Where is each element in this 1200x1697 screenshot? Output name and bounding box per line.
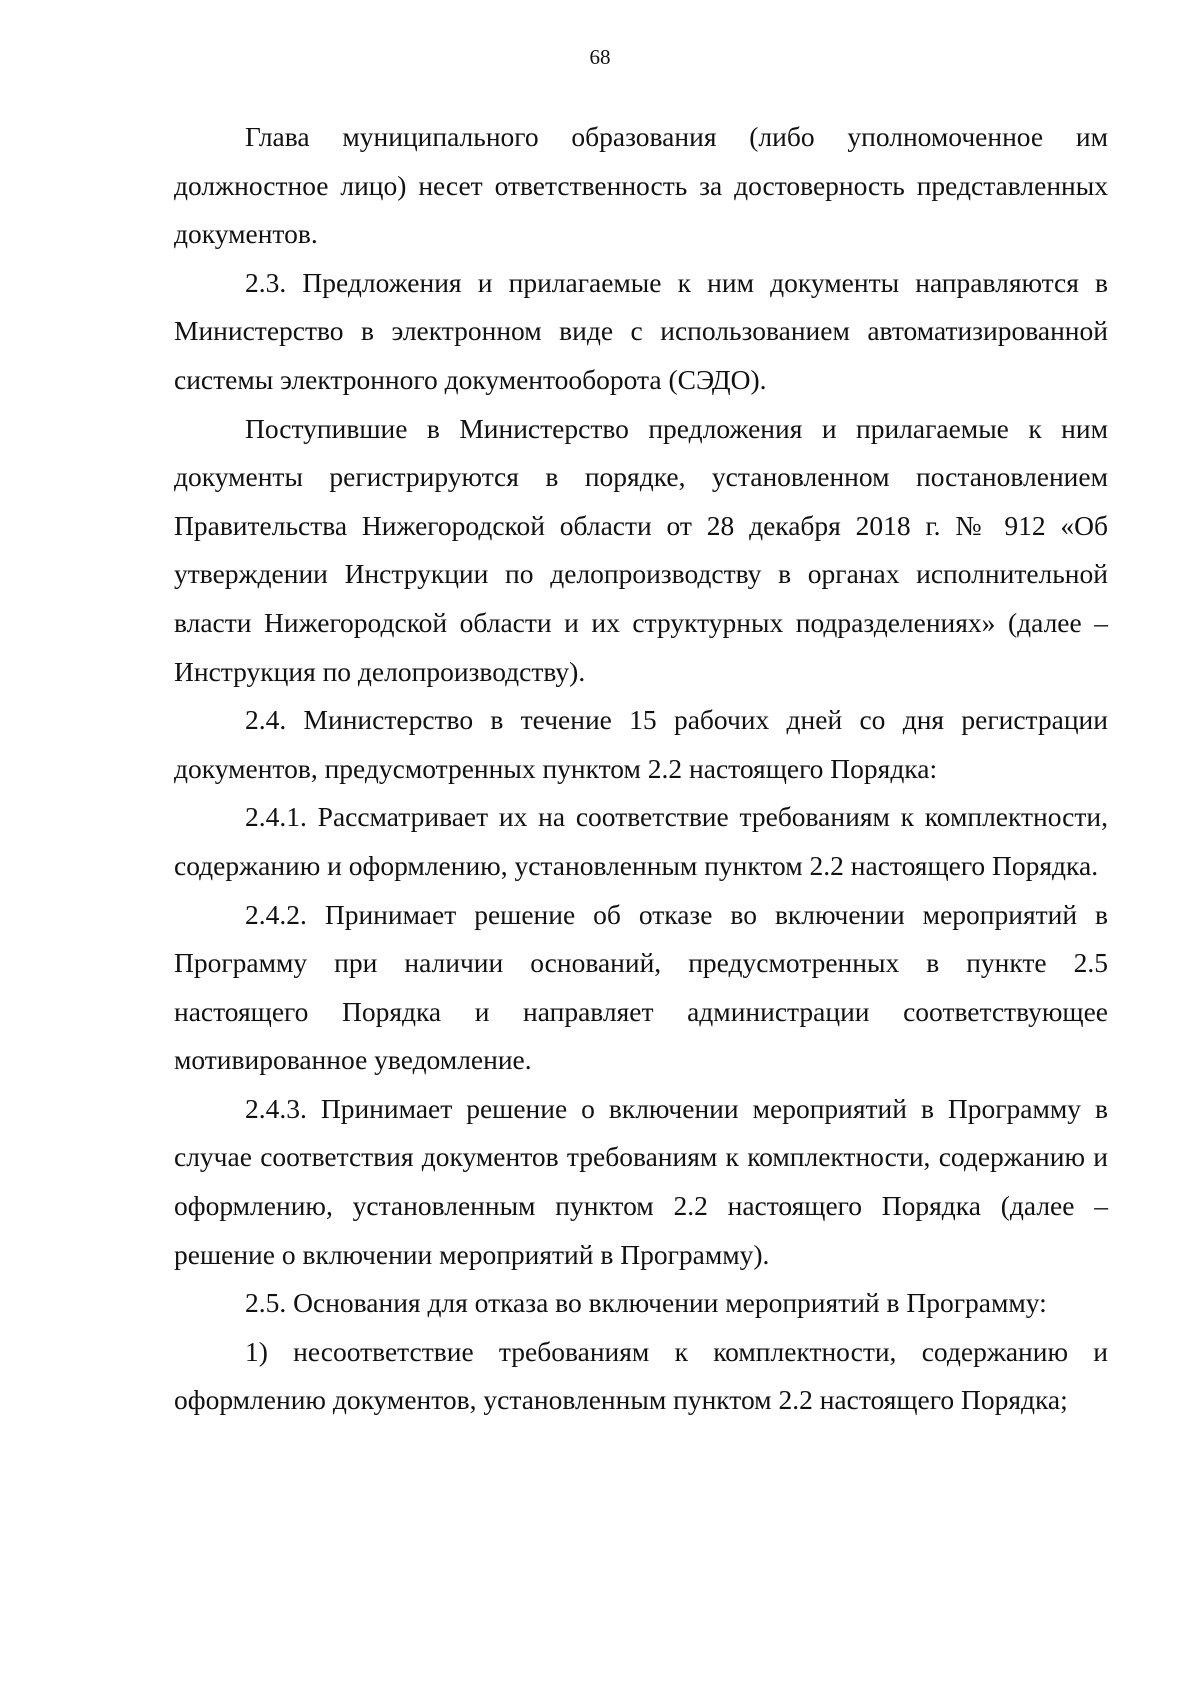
paragraph-2-4-3: 2.4.3. Принимает решение о включении мероприятий в Программу в случае соответствия документов требованиям к комплектности, содержанию и оформлению, установленным пунктом 2.2 настоящего Порядка (далее – решение о включении мероприятий в Программу). — [174, 1092, 1108, 1270]
document-body — [174, 113, 1108, 1425]
paragraph-2-5-item-1: 1) несоответствие требованиям к комплектности, содержанию и оформлению документов, установленным пунктом 2.2 настоящего Порядка; — [174, 1335, 1108, 1416]
paragraph-head-responsibility: Глава муниципального образования (либо уполномоченное им должностное лицо) несет ответственность за достоверность представленных документов. — [174, 121, 1108, 250]
paragraph-2-4: 2.4. Министерство в течение 15 рабочих дней со дня регистрации документов, предусмотренных пунктом 2.2 настоящего Порядка: — [174, 704, 1108, 784]
paragraph-2-4-2: 2.4.2. Принимает решение об отказе во включении мероприятий в Программу при наличии оснований, предусмотренных в пункте 2.5 настоящего Порядка и направляет администрации соответствующее мотивированное уведомление. — [174, 898, 1108, 1076]
paragraph-2-4-1: 2.4.1. Рассматривает их на соответствие требованиям к комплектности, содержанию и оформлению, установленным пунктом 2.2 настоящего Порядка. — [174, 801, 1108, 881]
paragraph-registration: Поступившие в Министерство предложения и прилагаемые к ним документы регистрируются в порядке, установленном постановлением Правительства Нижегородской области от 28 декабря 2018 г. № 912 «Об утверждении Инструкции по делопроизводству в органах исполнительной власти Нижегородской области и их структурных подразделениях» (далее – Инструкция по делопроизводству). — [174, 412, 1108, 687]
paragraph-2-5: 2.5. Основания для отказа во включении мероприятий в Программу: — [245, 1287, 1047, 1319]
paragraph-2-3: 2.3. Предложения и прилагаемые к ним документы направляются в Министерство в электронном виде с использованием автоматизированной системы электронного документооборота (СЭДО). — [174, 266, 1108, 395]
page-number: 68 — [589, 45, 611, 69]
